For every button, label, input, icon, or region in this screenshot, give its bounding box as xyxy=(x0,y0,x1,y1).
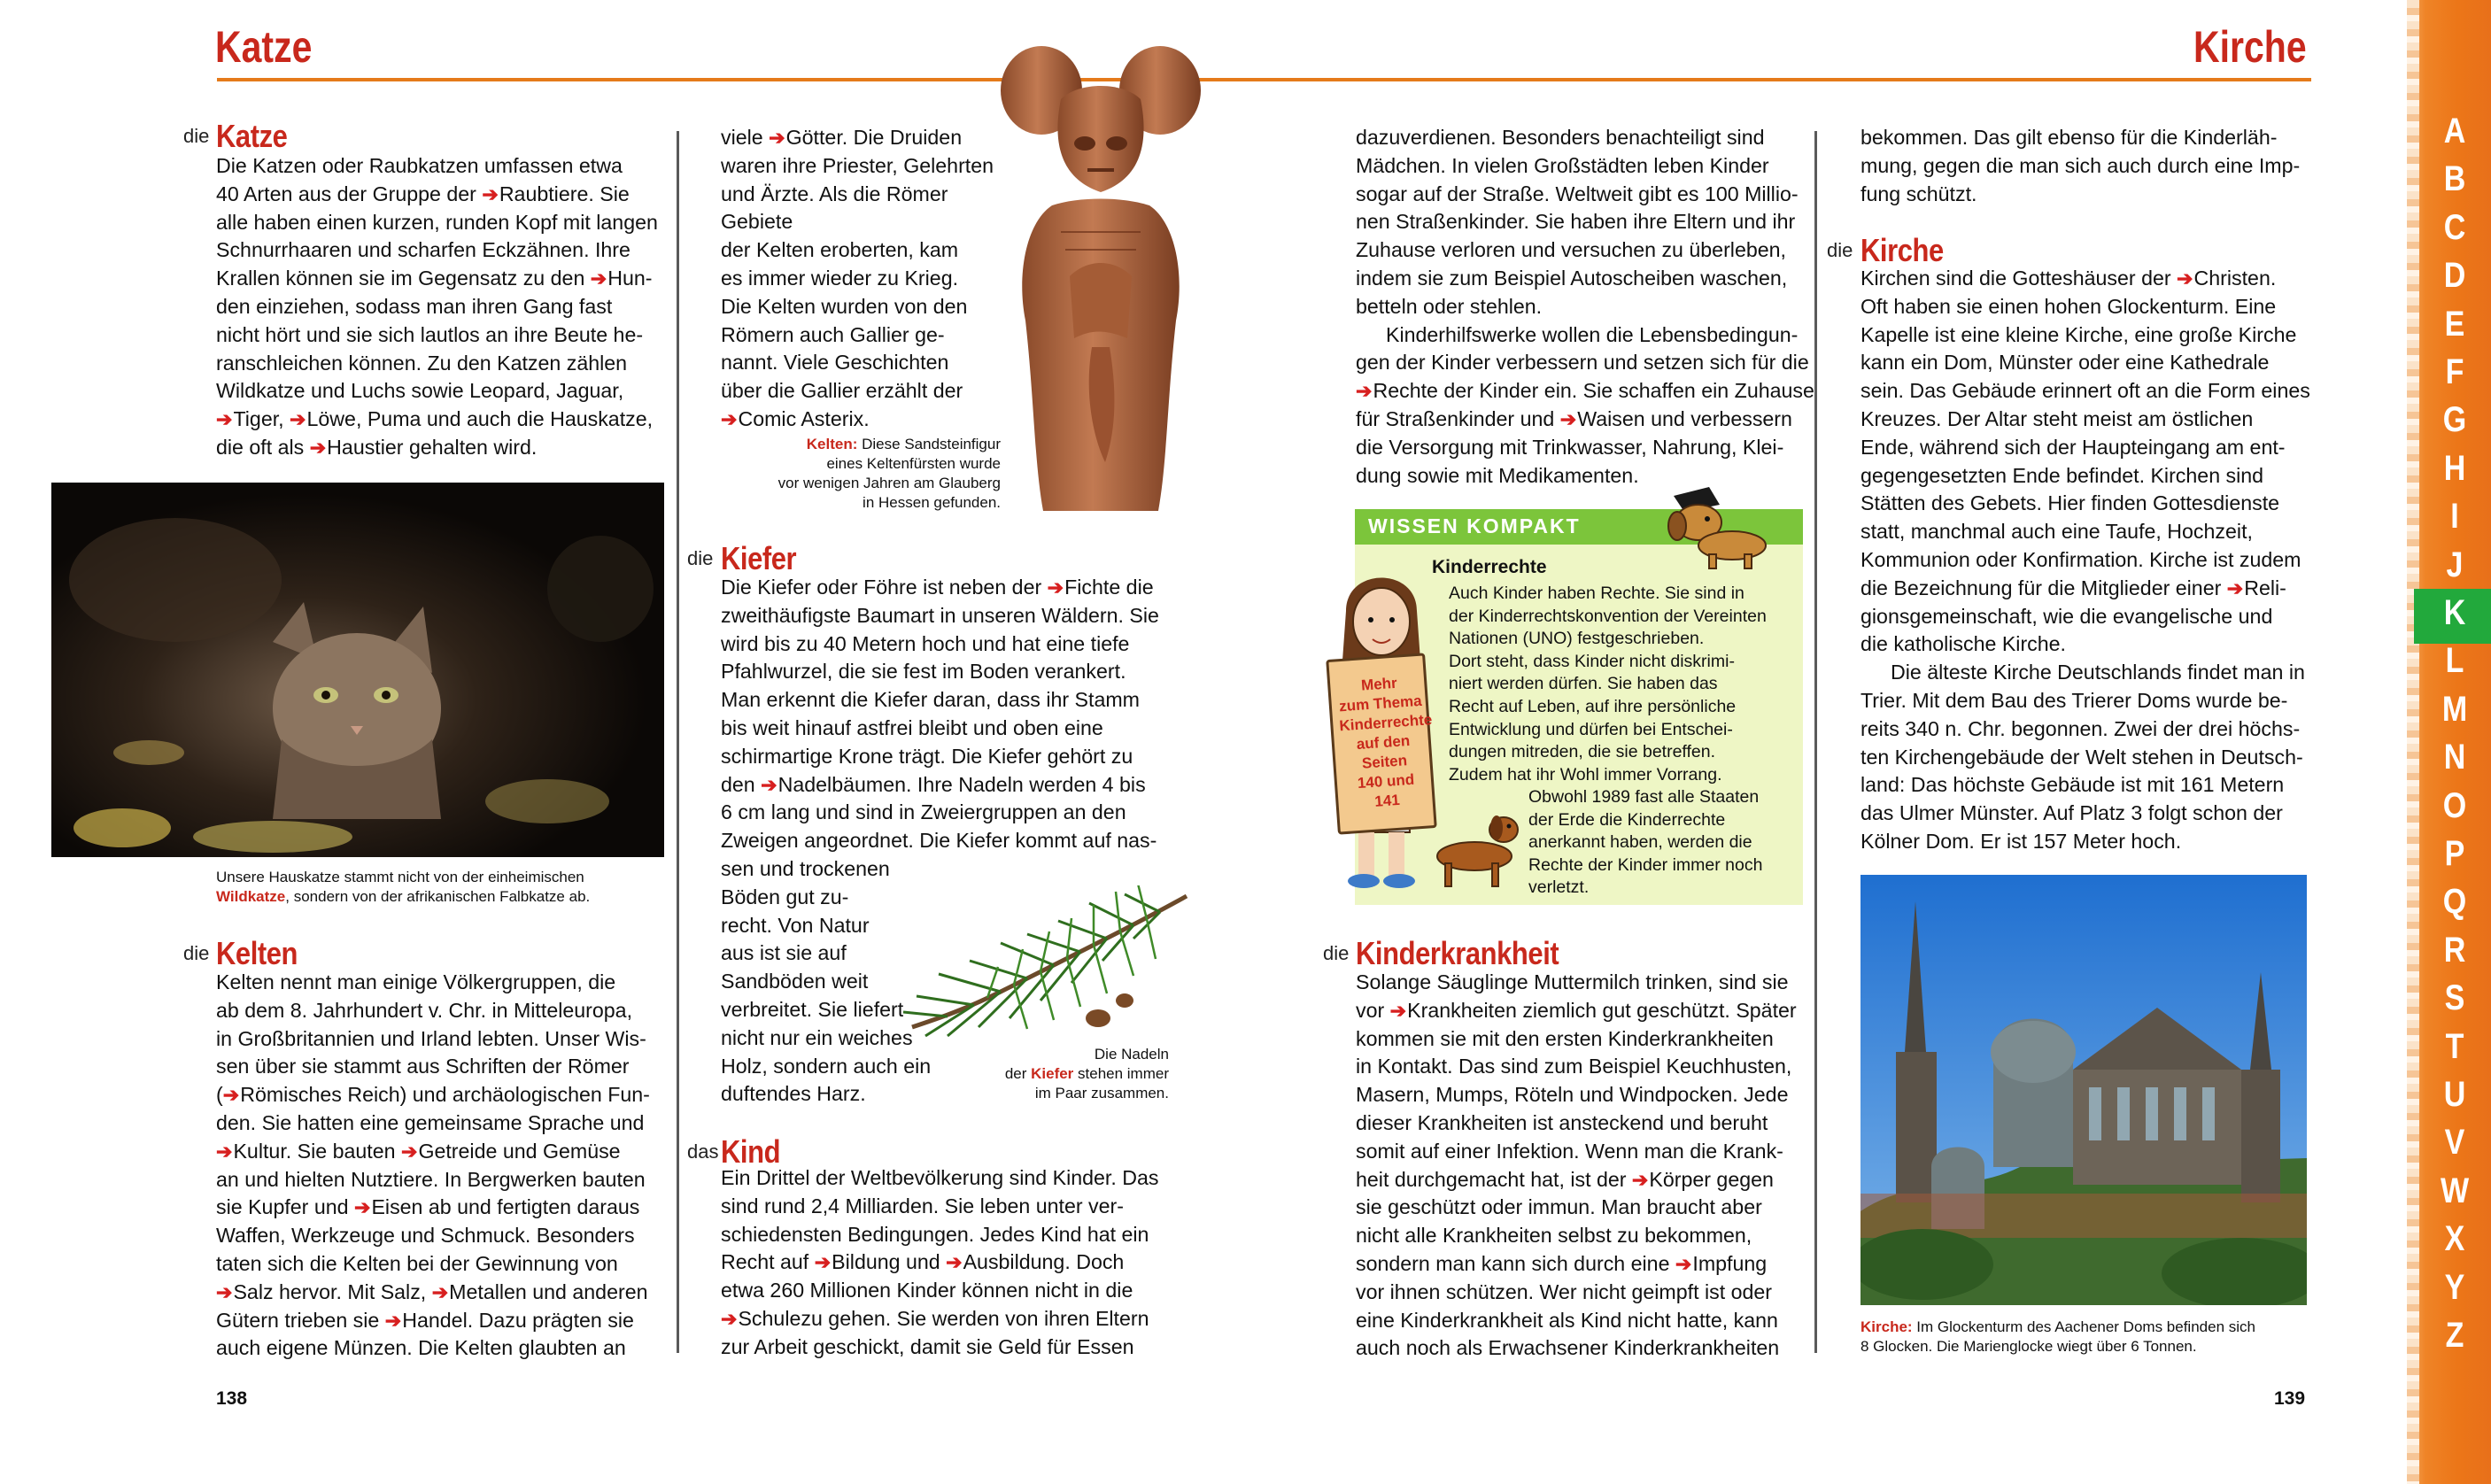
celtic-statue-image xyxy=(999,46,1203,515)
cat-photo xyxy=(51,483,664,857)
alphabet-letter-s[interactable]: S xyxy=(2444,978,2465,1018)
alphabet-letter-z[interactable]: Z xyxy=(2445,1316,2464,1355)
entry-article: das xyxy=(687,1140,719,1163)
dog-illustration xyxy=(1656,485,1771,574)
entry-term-kirche: Kirche xyxy=(1861,232,1944,268)
header-rule xyxy=(217,78,2311,81)
alphabet-letter-n[interactable]: N xyxy=(2443,738,2466,777)
wissen-kompakt-title: WISSEN KOMPAKT xyxy=(1368,514,1581,537)
entry-article: die xyxy=(183,942,210,964)
alphabet-letter-p[interactable]: P xyxy=(2444,834,2465,873)
header-right-title: Kirche xyxy=(2193,22,2307,72)
alphabet-letter-m[interactable]: M xyxy=(2441,689,2468,729)
kiefer-text: Die Kiefer oder Föhre ist neben der ➔Fichte die zweithäufigste Baumart in unseren Wäldern. Sie wird bis zu 40 Metern hoch und hat eine tiefe Pfahlwurzel, die sie fest im Boden verankert. Man erkennt die Kiefer daran, dass ihr Stamm bis weit hinauf astfrei bleibt und oben eine schirmartige Krone trägt. Die Kiefer gehört zu den ➔Nadelbäumen. Ihre Nadeln werden 4 bis 6 cm lang und sind in Zweiergruppen an den Zweigen angeordnet. Die Kiefer kommt auf nas- sen und trockenen Böden gut zu- recht. Von Natur aus ist sie auf Sandböden weit verbreitet. Sie liefert nicht nur ein weiches Holz, sondern auch ein duftendes Harz. xyxy=(721,576,1159,1106)
alphabet-letter-c[interactable]: C xyxy=(2443,207,2466,247)
kelten-text: Kelten nennt man einige Völkergruppen, die ab dem 8. Jahrhundert v. Chr. in Mitteleuropa, in Großbritannien und Irland lebten. Unser Wis- sen über sie stammt aus Schriften der Römer (➔Römisches Reich) und archäologischen Fun- den. Sie hatten eine gemeinsame Sprache und ➔Kultur. Sie bauten ➔Getreide und Gemüse an und hielten Nutztiere. In Bergwerken bauten sie Kupfer und ➔Eisen ab und fertigten daraus Waffen, Werkzeuge und Schmuck. Besonders taten sich die Kelten bei der Gewinnung von ➔Salz hervor. Mit Salz, ➔Metallen und anderen Gütern trieben sie ➔Handel. Dazu prägten sie auch eigene Münzen. Die Kelten glaubten an xyxy=(216,970,650,1360)
wissen-text: Auch Kinder haben Rechte. Sie sind in der Kinderrechtskonvention der Vereinten Nationen (UNO) festgeschrieben. Dort steht, dass Kinder nicht diskrimi- niert werden dürfen. Sie haben das Recht auf Leben, auf ihre persönliche Entwicklung und dürfen bei Entschei- dungen mitreden, die sie betreffen. Zudem hat ihr Wohl immer Vorrang. xyxy=(1449,584,1767,785)
aachen-cathedral-photo xyxy=(1861,875,2307,1305)
entry-term-kind: Kind xyxy=(721,1133,781,1170)
kinderkrankheit-text: Solange Säuglinge Muttermilch trinken, sind sie vor ➔Krankheiten ziemlich gut geschützt. Später kommen sie mit den ersten Kinderkrankheiten in Kontakt. Das sind zum Beispiel Keuchhusten, Masern, Mumps, Röteln und Windpocken. Jede dieser Krankheiten ist ansteckend und beruht somit auf einer Infektion. Wenn man die Krank- heit durchgemacht hat, ist der ➔Körper gegen sie geschützt oder immun. Man braucht aber nicht alle Krankheiten selbst zu bekommen, sondern man kann sich durch eine ➔Impfung vor ihnen schützen. Wer nicht geimpft ist oder eine Kinderkrankheit als Kind nicht hatte, kann auch noch als Erwachsener Kinderkrankheiten xyxy=(1356,970,1797,1360)
alphabet-letter-j[interactable]: J xyxy=(2446,545,2464,584)
alphabet-letter-u[interactable]: U xyxy=(2443,1075,2466,1114)
caption-katze: Unsere Hauskatze stammt nicht von der einheimischen Wildkatze, sondern von der afrikanischen Falbkatze ab. xyxy=(216,869,591,905)
caption-kiefer: Die Nadeln der Kiefer stehen immer im Paar zusammen. xyxy=(1004,1046,1169,1101)
entry-article: die xyxy=(183,125,210,147)
info-sign-text: Mehr zum Thema Kinderrechte auf den Seiten 140 und 141 xyxy=(1338,674,1433,810)
wissen-heading: Kinderrechte xyxy=(1432,557,1547,577)
alphabet-letter-w[interactable]: W xyxy=(2440,1171,2470,1210)
entry-article: die xyxy=(687,547,714,569)
alphabet-letter-a[interactable]: A xyxy=(2443,112,2466,151)
alphabet-letter-r[interactable]: R xyxy=(2443,930,2466,970)
kinderkrankheit-text-continued: bekommen. Das gilt ebenso für die Kinderläh- mung, gegen die man sich auch durch eine Imp- fung schützt. xyxy=(1861,126,2301,205)
kelten-text-continued: viele ➔Götter. Die Druiden waren ihre Priester, Gelehrten und Ärzte. Als die Römer Gebiete der Kelten eroberten, kam es immer wieder zu Krieg. Die Kelten wurden von den Römern auch Gallier ge- nannt. Viele Geschichten über die Gallier erzählt der ➔Comic Asterix. xyxy=(721,126,994,430)
page-number-left: 138 xyxy=(216,1388,248,1409)
alphabet-letter-t[interactable]: T xyxy=(2445,1026,2464,1066)
entry-term-kinderkrankheit: Kinderkrankheit xyxy=(1356,935,1559,971)
alphabet-letter-i[interactable]: I xyxy=(2450,497,2459,537)
alphabet-letter-g[interactable]: G xyxy=(2442,400,2467,440)
entry-term-kelten: Kelten xyxy=(216,935,298,971)
entry-term-katze: Katze xyxy=(216,118,288,154)
alphabet-letter-k[interactable]: K xyxy=(2443,593,2466,632)
caption-kirche: Kirche: Im Glockenturm des Aachener Doms befinden sich 8 Glocken. Die Marienglocke wiegt über 6 Tonnen. xyxy=(1861,1318,2255,1355)
alphabet-letter-v[interactable]: V xyxy=(2444,1123,2465,1163)
dachshund-illustration xyxy=(1426,801,1523,894)
pine-branch-image xyxy=(894,885,1200,1045)
entry-article: die xyxy=(1827,239,1853,261)
alphabet-letter-x[interactable]: X xyxy=(2444,1219,2465,1259)
alphabet-letter-h[interactable]: H xyxy=(2443,448,2466,488)
alphabet-letter-e[interactable]: E xyxy=(2444,304,2465,344)
column-separator-left xyxy=(677,131,679,1353)
kirche-text: Kirchen sind die Gotteshäuser der ➔Christen. Oft haben sie einen hohen Glockenturm. Eine Kapelle ist eine kleine Kirche, eine große Kirche kann ein Dom, Münster oder eine Kathedrale sein. Das Gebäude erinnert oft an die Form eines Kreuzes. Der Altar steht meist am östlichen Ende, während sich der Haupteingang am ent- gegengesetzten Ende befindet. Kirchen sind Stätten des Gebets. Hier finden Gottesdienste statt, manchmal auch eine Taufe, Hochzeit, Kommunion oder Konfirmation. Kirche ist zudem die Bezeichnung für die Mitglieder einer ➔Reli- gionsgemeinschaft, wie die evangelische und die katholische Kirche. Die älteste Kirche Deutschlands findet man in Trier. Mit dem Bau des Trierer Doms wurde be- reits 340 n. Chr. begonnen. Zwei der drei höchs- ten Kirchengebäude der Welt stehen in Deutsch- land: Das höchste Gebäude ist mit 161 Metern das Ulmer Münster. Auf Platz 3 folgt schon der Kölner Dom. Er ist 157 Meter hoch. xyxy=(1861,267,2310,853)
alphabet-letter-o[interactable]: O xyxy=(2442,785,2467,825)
header-left-title: Katze xyxy=(215,22,313,72)
katze-text: Die Katzen oder Raubkatzen umfassen etwa 40 Arten aus der Gruppe der ➔Raubtiere. Sie alle haben einen kurzen, runden Kopf mit langen Schnurrhaaren und scharfen Eckzähnen. Ihre Krallen können sie im Gegensatz zu den ➔Hun- den einziehen, sodass man ihren Gang fast nicht hört und sie sich lautlos an ihre Beute he- ranschleichen können. Zu den Katzen zählen Wildkatze und Luchs sowie Leopard, Jaguar, ➔Tiger, ➔Löwe, Puma und auch die Hauskatze, die oft als ➔Haustier gehalten wird. xyxy=(216,154,658,459)
alphabet-tab-edge xyxy=(2407,0,2419,1484)
alphabet-letter-y[interactable]: Y xyxy=(2444,1267,2465,1307)
page-number-right: 139 xyxy=(2274,1388,2306,1409)
alphabet-letter-q[interactable]: Q xyxy=(2442,882,2467,922)
entry-term-kiefer: Kiefer xyxy=(721,540,797,576)
wissen-text-continued: Obwohl 1989 fast alle Staaten der Erde die Kinderrechte anerkannt haben, werden die Rechte der Kinder immer noch verletzt. xyxy=(1528,787,1763,898)
caption-kelten: Kelten: Diese Sandsteinfigur eines Keltenfürsten wurde vor wenigen Jahren am Glauberg in Hessen gefunden. xyxy=(777,436,1001,511)
kind-text-continued: dazuverdienen. Besonders benachteiligt sind Mädchen. In vielen Großstädten leben Kinder sogar auf der Straße. Weltweit gibt es 100 Millio- nen Straßenkinder. Sie haben ihre Eltern und ihr Zuhause verloren und versuchen zu überleben, indem sie zum Beispiel Autoscheiben waschen, betteln oder stehlen. Kinderhilfswerke wollen die Lebensbedingun- gen der Kinder verbessern und setzen sich für die ➔Rechte der Kinder ein. Sie schaffen ein Zuhause für Straßenkinder und ➔Waisen und verbessern die Versorgung mit Trinkwasser, Nahrung, Klei- dung sowie mit Medikamenten. xyxy=(1356,126,1814,487)
alphabet-letter-f[interactable]: F xyxy=(2445,352,2464,391)
alphabet-letter-l[interactable]: L xyxy=(2445,641,2464,681)
alphabet-letter-d[interactable]: D xyxy=(2443,256,2466,296)
alphabet-letter-b[interactable]: B xyxy=(2443,159,2466,199)
entry-article: die xyxy=(1323,942,1350,964)
kind-text: Ein Drittel der Weltbevölkerung sind Kinder. Das sind rund 2,4 Milliarden. Sie leben unter ver- schiedensten Bedingungen. Jedes Kind hat ein Recht auf ➔Bildung und ➔Ausbildung. Doch etwa 260 Millionen Kinder können nicht in die ➔Schulezu gehen. Sie werden von ihren Eltern zur Arbeit geschickt, damit sie Geld für Essen xyxy=(721,1166,1159,1358)
